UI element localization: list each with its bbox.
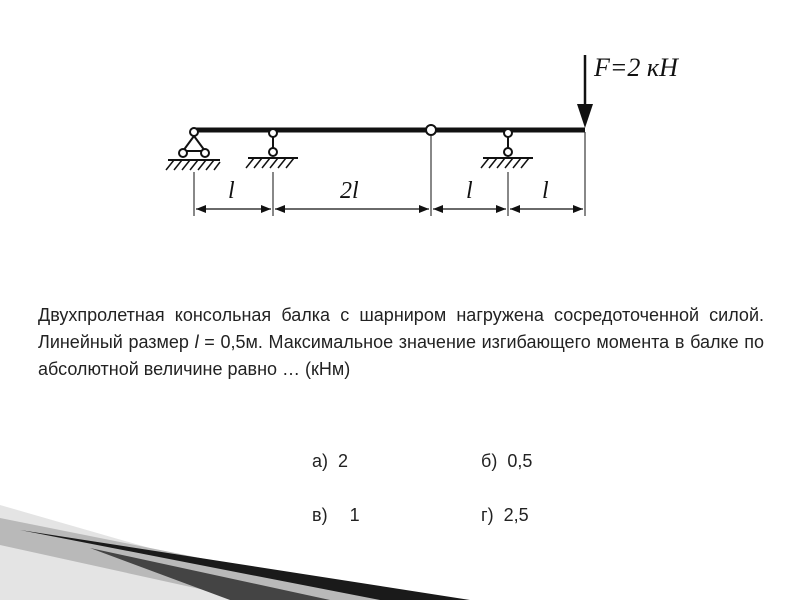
answer-value-b: 0,5 (507, 451, 533, 471)
dimension-label-2: 2l (340, 178, 359, 204)
answer-label-c: в) (312, 505, 328, 525)
roller-support-middle (246, 129, 298, 168)
dimension-label-4: l (542, 178, 549, 204)
answer-label-a: а) (312, 451, 329, 471)
problem-statement (38, 302, 764, 383)
roller-support-right (481, 129, 533, 168)
problem-text-part-1: Двухпролетная консольная балка с шарниром нагружена сосредоточенной силой. Линейный размер (38, 305, 764, 352)
dimension-label-3: l (466, 178, 473, 204)
extension-lines (194, 132, 585, 216)
answer-option-d (461, 484, 529, 547)
answer-value-d: 2,5 (503, 505, 529, 525)
pinned-support-left (166, 128, 220, 170)
force-arrow (577, 55, 593, 128)
problem-text-part-2: = 0,5м. Максимальное значение изгибающего момента в балке по абсолютной величине равно … (кНм) (38, 332, 764, 379)
answer-option-c (292, 484, 360, 547)
dimension-label-1: l (228, 178, 235, 204)
answer-value-a: 2 (338, 451, 349, 471)
answer-label-b: б) (481, 451, 498, 471)
intermediate-hinge (426, 125, 436, 135)
force-label: F=2 кН (594, 53, 678, 82)
problem-variable: l (194, 332, 199, 352)
answer-label-d: г) (481, 505, 494, 525)
answer-value-c: 1 (349, 505, 360, 525)
